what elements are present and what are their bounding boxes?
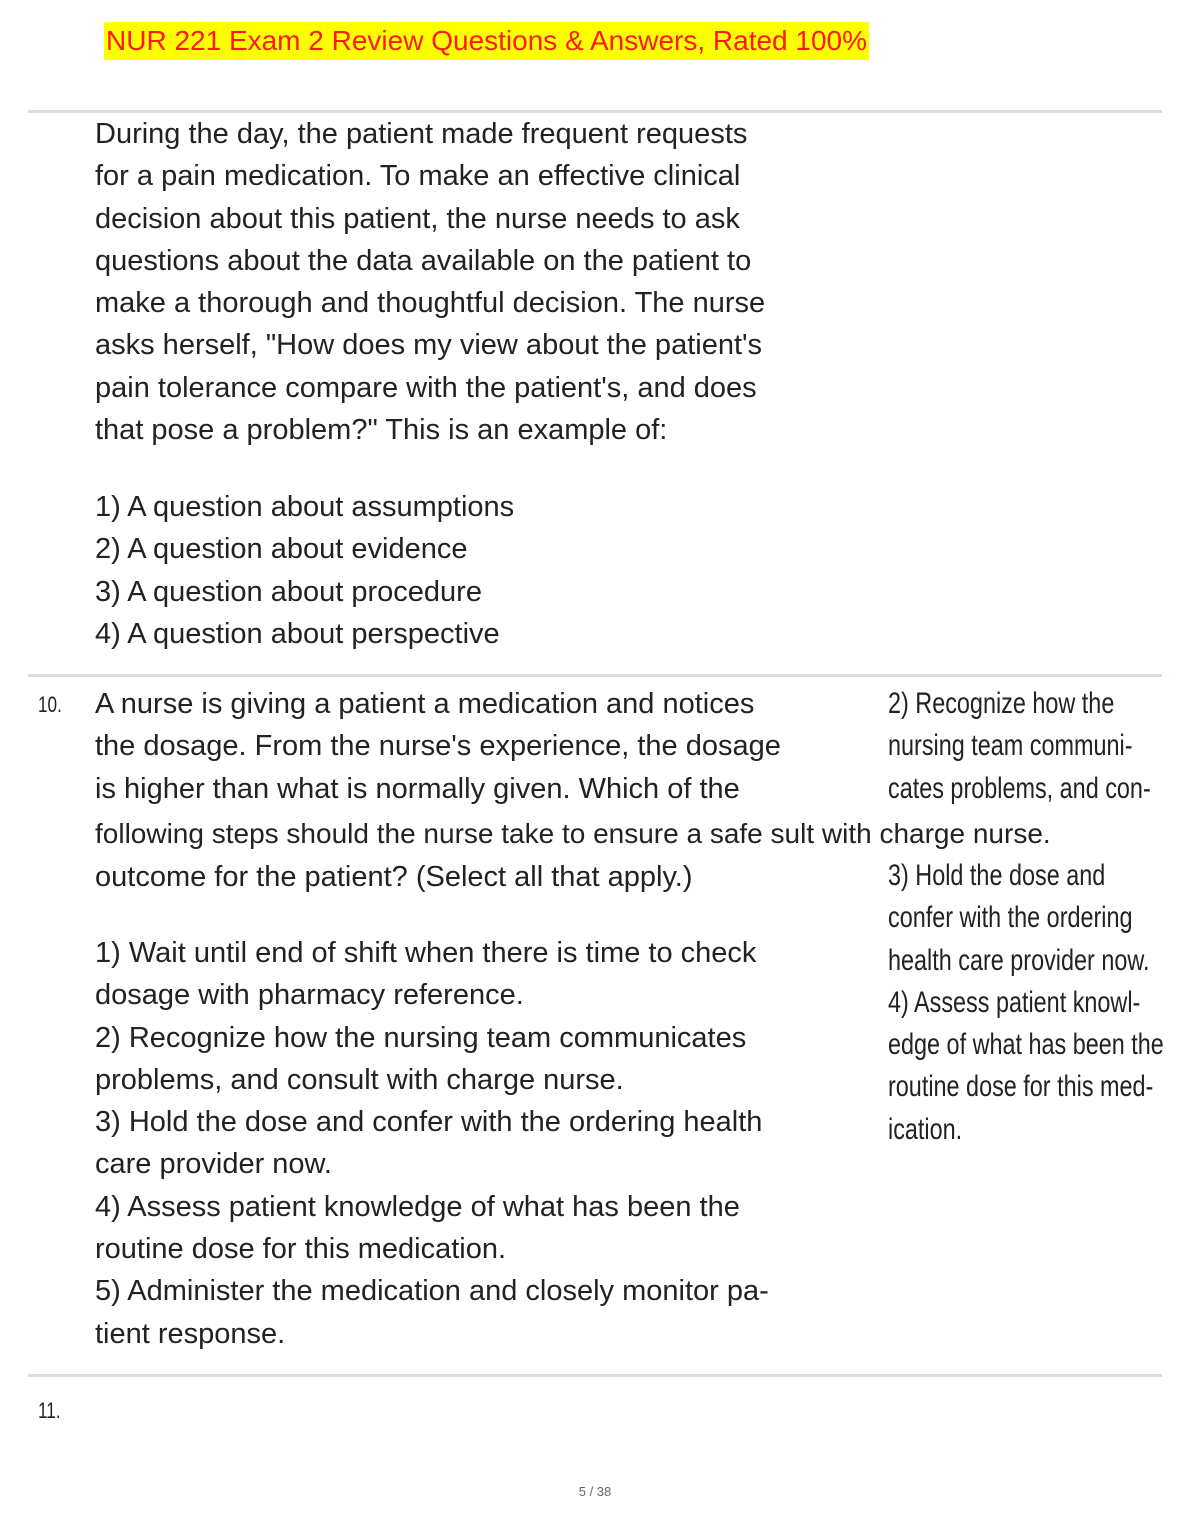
option: 4) A question about perspective [95,617,500,650]
stem-line: is higher than what is normally given. Which of the [95,772,740,805]
divider [28,674,1162,677]
question-10-stem [95,683,863,810]
answer-line: nursing team communi- [888,729,1133,763]
answer-line: confer with the ordering [888,901,1133,935]
question-number: 11. [38,1398,61,1423]
stem-line: that pose a problem?" This is an example of: [95,414,668,447]
answer-line: 4) Assess patient knowl- [888,985,1141,1019]
stem-line: make a thorough and thoughtful decision. The nurse [95,287,766,320]
question-10-answer-top [888,683,1151,810]
option: 4) Assess patient knowledge of what has been the [95,1190,740,1223]
question-10-answer-bottom [888,855,1164,1151]
option: 1) Wait until end of shift when there is time to check [95,937,757,969]
option: 3) Hold the dose and confer with the ordering health [95,1106,763,1139]
stem-line: decision about this patient, the nurse needs to ask [95,202,740,235]
answer-line: 3) Hold the dose and [888,859,1106,892]
question-10-stem-end [95,856,863,898]
stem-line: pain tolerance compare with the patient's, and does [95,371,757,404]
option: 1) A question about assumptions [95,491,515,523]
stem-line: A nurse is giving a patient a medication and notices [95,688,755,720]
stem-line: questions about the data available on the patient to [95,244,752,277]
option: dosage with pharmacy reference. [95,979,524,1012]
option: tient response. [95,1317,286,1350]
option: 5) Administer the medication and closely monitor pa- [95,1275,769,1308]
stem-line: for a pain medication. To make an effective clinical [95,160,741,193]
option: routine dose for this medication. [95,1233,507,1266]
answer-line: ication. [888,1112,963,1146]
document-title: NUR 221 Exam 2 Review Questions & Answers, Rated 100% [104,22,869,60]
stem-line: During the day, the patient made frequent requests [95,118,748,150]
option: 2) Recognize how the nursing team communicates [95,1021,747,1054]
option: care provider now. [95,1148,332,1181]
stem-line: asks herself, "How does my view about the patient's [95,329,763,362]
answer-overflow: with charge nurse. [821,818,1051,849]
question-10-overflow-line [95,813,1051,855]
stem-line: the dosage. From the nurse's experience, the dosage [95,730,781,763]
page-number: 5 / 38 [578,1484,612,1499]
answer-line: routine dose for this med- [888,1070,1154,1104]
option: problems, and consult with charge nurse. [95,1063,624,1096]
answer-line: health care provider now. [888,943,1150,977]
stem-line: outcome for the patient? (Select all that apply.) [95,861,693,893]
question-9-options [95,486,863,655]
answer-line: 2) Recognize how the [888,687,1115,720]
question-number: 10. [38,692,62,717]
answer-line: cates problems, and con- [888,771,1151,805]
stem-line: following steps should the nurse take to ensure a safe sult [95,818,815,849]
answer-line: edge of what has been the [888,1028,1164,1062]
option: 3) A question about procedure [95,575,482,608]
divider [28,1374,1162,1377]
option: 2) A question about evidence [95,533,468,566]
question-9-stem [95,113,863,451]
question-10-options [95,932,863,1355]
